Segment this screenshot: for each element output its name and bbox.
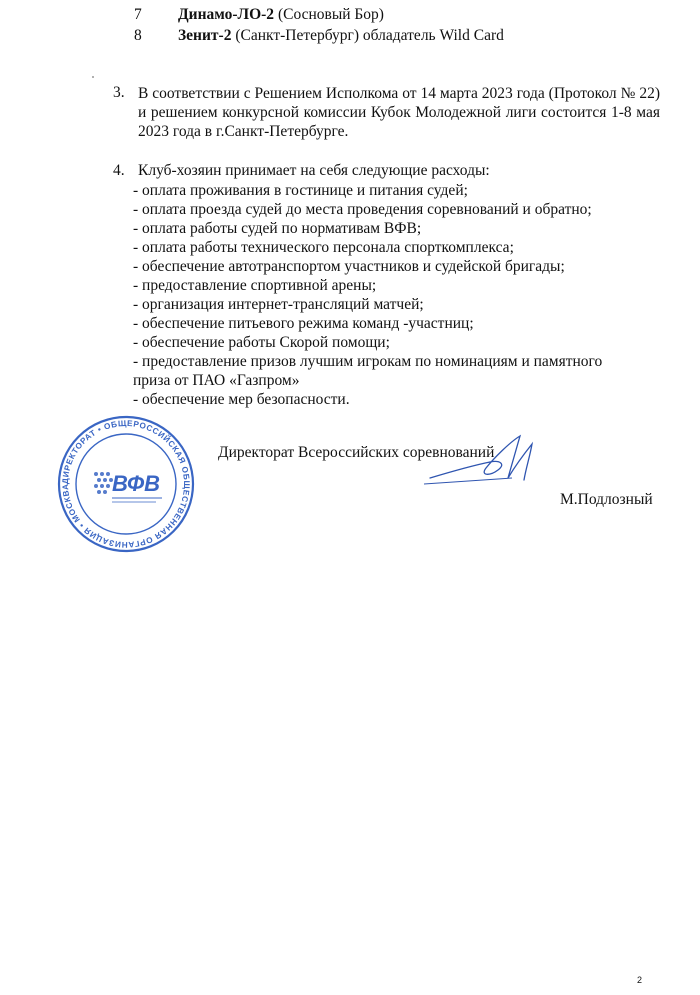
expense-item: - обеспечение мер безопасности. xyxy=(133,391,350,408)
team-row xyxy=(134,6,142,24)
team-location: (Сосновый Бор) xyxy=(274,6,384,23)
expense-item: - организация интернет-трансляций матчей; xyxy=(133,296,424,313)
paragraph-number: 3. xyxy=(113,84,125,101)
team-row xyxy=(178,27,504,45)
paragraph-3-text: В соответствии с Решением Исполкома от 14 марта 2023 года (Протокол № 22) и решением конкурсной комиссии Кубок Молодежной лиги состоится 1-8 мая 2023 года в г.Санкт-Петербурге. xyxy=(138,85,660,140)
expense-item: - оплата проезда судей до места проведения соревнований и обратно; xyxy=(133,201,592,218)
seal-ring-text: ДИРЕКТОРАТ • ОБЩЕРОССИЙСКАЯ ОБЩЕСТВЕННАЯ ОРГАНИЗАЦИЯ • МОСКВА xyxy=(60,418,192,550)
expense-item: - предоставление спортивной арены; xyxy=(133,277,377,294)
expense-item: - обеспечение автотранспортом участников и судейской бригады; xyxy=(133,258,565,275)
signatory-name: М.Подлозный xyxy=(560,491,653,508)
seal-logo-text: ВФВ xyxy=(111,471,161,496)
handwritten-signature xyxy=(420,432,550,492)
directorate-label: Директорат Всероссийских соревнований xyxy=(218,444,495,461)
paragraph-4-intro: Клуб-хозяин принимает на себя следующие расходы: xyxy=(138,162,490,179)
organization-seal xyxy=(56,414,196,554)
scan-speck xyxy=(92,76,94,78)
expense-item: - обеспечение питьевого режима команд -участниц; xyxy=(133,315,474,332)
expense-item: - оплата работы технического персонала спорткомплекса; xyxy=(133,239,514,256)
paragraph-number: 4. xyxy=(113,162,125,179)
team-row xyxy=(134,27,142,45)
team-number: 7 xyxy=(134,6,142,23)
team-name: Динамо-ЛО-2 xyxy=(178,6,275,23)
team-number: 8 xyxy=(134,27,142,44)
team-name: Зенит-2 xyxy=(178,27,232,44)
page-number: 2 xyxy=(636,975,642,985)
expense-item: - оплата работы судей по нормативам ВФВ; xyxy=(133,220,422,237)
expense-item-continuation: приза от ПАО «Газпром» xyxy=(133,372,300,389)
team-row xyxy=(178,6,384,24)
team-location: (Санкт-Петербург) обладатель Wild Card xyxy=(231,27,504,44)
expense-item: - обеспечение работы Скорой помощи; xyxy=(133,334,390,351)
expense-item: - оплата проживания в гостинице и питания судей; xyxy=(133,182,468,199)
expense-item: - предоставление призов лучшим игрокам по номинациям и памятного xyxy=(133,353,603,370)
